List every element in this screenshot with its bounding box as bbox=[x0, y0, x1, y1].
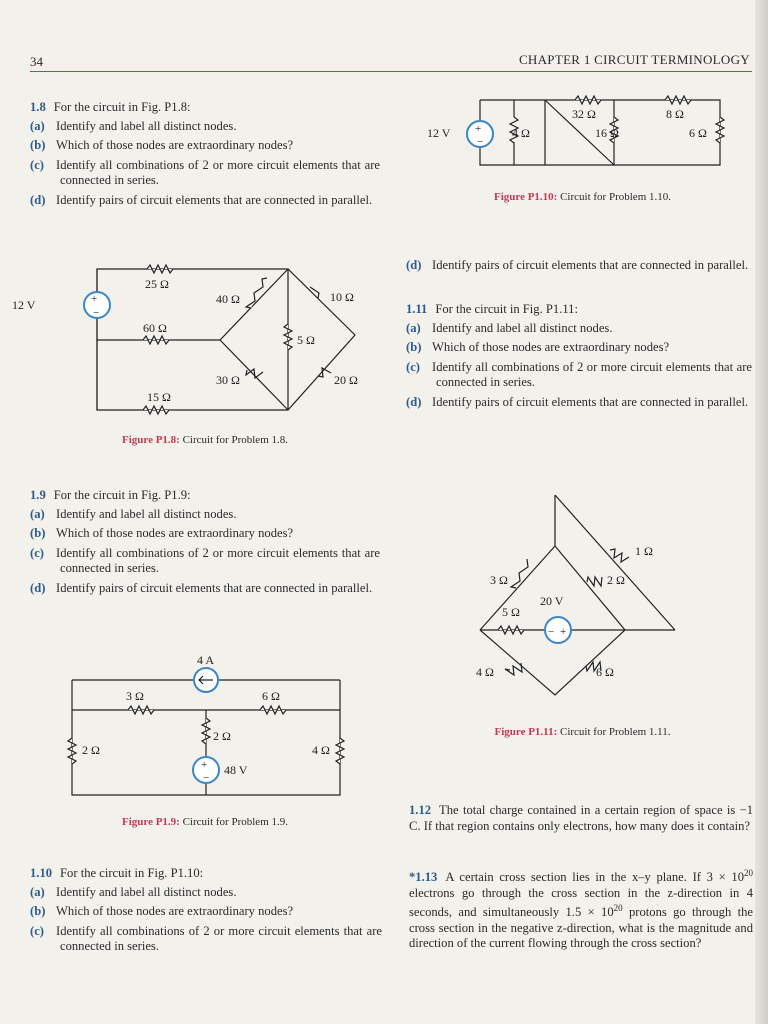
problem-item: (d) Identify pairs of circuit elements that are connected in parallel. bbox=[406, 258, 749, 272]
figure-p1-8-circuit bbox=[0, 250, 384, 450]
problem-text: 1.12 The total charge contained in a certain region of space is −1 C. If that region contains only electrons, how many does it contain? bbox=[409, 803, 753, 833]
label-6ohm: 6 Ω bbox=[262, 689, 280, 703]
problem-item: (b) Which of those nodes are extraordinary nodes? bbox=[30, 138, 294, 152]
svg-text:−: − bbox=[93, 307, 100, 319]
page-edge-shadow bbox=[755, 0, 768, 1024]
svg-text:−: − bbox=[477, 136, 484, 148]
problem-1-13 bbox=[409, 866, 753, 956]
problem-text: *1.13 A certain cross section lies in the x–y plane. If $3 \times 10^{20}$ electrons go through the cross section in the z-direction in 4 seconds, and simultaneously $1.5 \times 10^{20}$ protons go through the cross section in the negative z-direction, what is the magnitude and direction of the current flowing through the cross section? bbox=[409, 868, 753, 951]
problem-item: (a) Identify and label all distinct nodes. bbox=[406, 320, 613, 335]
label-2ohm-center: 2 Ω bbox=[213, 729, 231, 743]
label-16ohm: 16 Ω bbox=[595, 126, 619, 140]
problem-item: (c) Identify all combinations of 2 or more circuit elements that are connected in series. bbox=[30, 157, 380, 187]
problem-1-11: 1.11 For the circuit in Fig. P1.11: (a) Identify and label all distinct nodes. (b) Which of those nodes are extraordinary nodes? (c) Identify all combinations of 2 or more circuit elements that are connected in series. (d) Identify pairs of circuit elements that are connected in parallel. bbox=[406, 302, 752, 409]
problem-1-9: 1.9 For the circuit in Fig. P1.9: (a) Identify and label all distinct nodes. (b) Which of those nodes are extraordinary nodes? (c) Identify all combinations of 2 or more circuit elements that are connected in series. (d) Identify pairs of circuit elements that are connected in parallel. bbox=[30, 488, 380, 595]
chapter-header: CHAPTER 1 CIRCUIT TERMINOLOGY bbox=[518, 52, 750, 67]
label-8ohm: 8 Ω bbox=[666, 107, 684, 121]
label-6ohm: 6 Ω bbox=[689, 126, 707, 140]
label-4ohm: 4 Ω bbox=[476, 665, 494, 679]
label-15ohm: 15 Ω bbox=[147, 390, 171, 404]
figure-p1-11-circuit bbox=[460, 490, 720, 710]
problem-number: 1.8 bbox=[30, 100, 46, 114]
problem-item: (a) Identify and label all distinct nodes. bbox=[30, 506, 237, 521]
problem-1-10-continued bbox=[406, 258, 752, 278]
svg-text:+: + bbox=[475, 123, 482, 135]
figure-caption: Figure P1.8: Circuit for Problem 1.8. bbox=[122, 434, 288, 446]
label-3ohm: 3 Ω bbox=[490, 573, 508, 587]
circuit-wires bbox=[97, 269, 355, 410]
label-2ohm: 2 Ω bbox=[607, 573, 625, 587]
problem-1-10: 1.10 For the circuit in Fig. P1.10: (a) Identify and label all distinct nodes. (b) Which of those nodes are extraordinary nodes? (c) Identify all combinations of 2 or more circuit elements that are connected in series. bbox=[30, 866, 382, 953]
problem-item: (c) Identify all combinations of 2 or more circuit elements that are connected in series. bbox=[406, 359, 752, 389]
figure-p1-10-circuit bbox=[410, 85, 755, 180]
svg-text:+: + bbox=[91, 293, 98, 305]
problem-item: (c) Identify all combinations of 2 or more circuit elements that are connected in series. bbox=[30, 923, 382, 953]
label-60ohm: 60 Ω bbox=[143, 321, 167, 335]
problem-item: (a) Identify and label all distinct nodes. bbox=[30, 884, 237, 899]
label-5ohm: 5 Ω bbox=[502, 605, 520, 619]
problem-1-12 bbox=[409, 803, 753, 838]
figure-p1-9-circuit bbox=[0, 650, 384, 810]
circuit-wires bbox=[480, 495, 675, 695]
label-4a: 4 A bbox=[197, 653, 215, 667]
label-4ohm: 4 Ω bbox=[512, 126, 530, 140]
page-number: 34 bbox=[30, 54, 43, 69]
svg-text:−: − bbox=[203, 772, 210, 784]
problem-item: (d) Identify pairs of circuit elements that are connected in parallel. bbox=[30, 580, 373, 595]
label-5ohm: 5 Ω bbox=[297, 333, 315, 347]
label-20ohm: 20 Ω bbox=[334, 373, 358, 387]
label-32ohm: 32 Ω bbox=[572, 107, 596, 121]
header-rule bbox=[30, 71, 752, 72]
figure-caption: Figure P1.9: Circuit for Problem 1.9. bbox=[122, 816, 288, 828]
label-4ohm: 4 Ω bbox=[312, 743, 330, 757]
label-2ohm-left: 2 Ω bbox=[82, 743, 100, 757]
svg-text:−: − bbox=[548, 626, 555, 638]
problem-item: (d) Identify pairs of circuit elements that are connected in parallel. bbox=[30, 192, 373, 207]
figure-caption: Figure P1.10: Circuit for Problem 1.10. bbox=[494, 191, 671, 203]
problem-item: (b) Which of those nodes are extraordinary nodes? bbox=[406, 340, 670, 354]
problem-item: (b) Which of those nodes are extraordinary nodes? bbox=[30, 526, 294, 540]
label-1ohm: 1 Ω bbox=[635, 544, 653, 558]
svg-text:+: + bbox=[560, 626, 567, 638]
label-6ohm: 6 Ω bbox=[596, 665, 614, 679]
problem-question: For the circuit in Fig. P1.8: bbox=[53, 100, 191, 114]
problem-item: (d) Identify pairs of circuit elements that are connected in parallel. bbox=[406, 394, 749, 409]
label-30ohm: 30 Ω bbox=[216, 373, 240, 387]
label-12v: 12 V bbox=[12, 298, 36, 312]
label-3ohm: 3 Ω bbox=[126, 689, 144, 703]
problem-item: (b) Which of those nodes are extraordinary nodes? bbox=[30, 904, 294, 918]
label-40ohm: 40 Ω bbox=[216, 292, 240, 306]
problem-item: (a) Identify and label all distinct nodes. bbox=[30, 118, 237, 133]
label-10ohm: 10 Ω bbox=[330, 290, 354, 304]
label-25ohm: 25 Ω bbox=[145, 277, 169, 291]
figure-caption: Figure P1.11: Circuit for Problem 1.11. bbox=[494, 726, 671, 738]
problem-item: (c) Identify all combinations of 2 or more circuit elements that are connected in series. bbox=[30, 545, 380, 575]
label-48v: 48 V bbox=[224, 763, 248, 777]
problem-1-8 bbox=[30, 100, 380, 212]
label-12v: 12 V bbox=[427, 126, 451, 140]
label-20v: 20 V bbox=[540, 594, 564, 608]
svg-text:+: + bbox=[201, 759, 208, 771]
